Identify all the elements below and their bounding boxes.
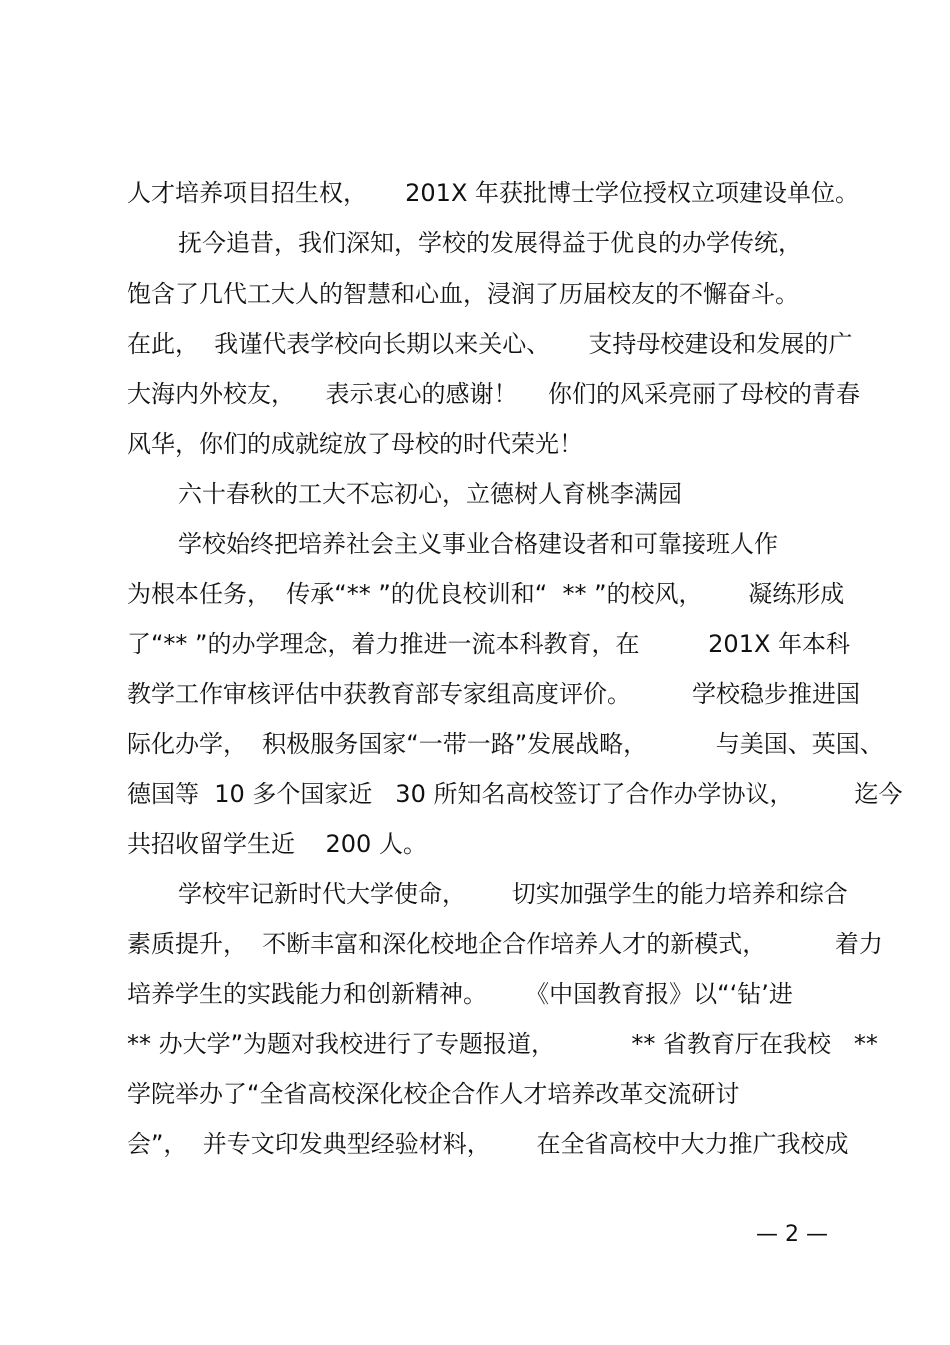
- text-line-17: 培养学生的实践能力和创新精神。 《中国教育报》以“‘钻’进: [127, 980, 793, 1008]
- text-line-4: 在此， 我谨代表学校向长期以来关心、 支持母校建设和发展的广: [127, 330, 853, 358]
- text-line-2: 抚今追昔，我们深知，学校的发展得益于优良的办学传统，: [178, 229, 802, 257]
- text-line-3: 饱含了几代工大人的智慧和心血，浸润了历届校友的不懈奋斗。: [127, 280, 799, 308]
- text-line-16: 素质提升， 不断丰富和深化校地企合作培养人才的新模式， 着力: [127, 930, 883, 958]
- text-line-11: 教学工作审核评估中获教育部专家组高度评价。 学校稳步推进国: [127, 680, 861, 708]
- text-line-18: ** 办大学”为题对我校进行了专题报道， ** 省教育厅在我校 **: [127, 1030, 878, 1058]
- text-line-1: 人才培养项目招生权， 201X 年获批博士学位授权立项建设单位。: [127, 179, 860, 207]
- text-line-12: 际化办学， 积极服务国家“一带一路”发展战略， 与美国、英国、: [127, 730, 884, 758]
- text-line-6: 风华，你们的成就绽放了母校的时代荣光！: [127, 430, 583, 458]
- text-line-20: 会”， 并专文印发典型经验材料， 在全省高校中大力推广我校成: [127, 1130, 849, 1158]
- text-line-5: 大海内外校友， 表示衷心的感谢！ 你们的风采亮丽了母校的青春: [127, 380, 861, 408]
- section-heading: 六十春秋的工大不忘初心，立德树人育桃李满园: [178, 480, 682, 508]
- text-line-19: 学院举办了“全省高校深化校企合作人才培养改革交流研讨: [127, 1080, 740, 1108]
- text-line-9: 为根本任务， 传承“** ”的优良校训和“ ** ”的校风， 凝练形成: [127, 580, 845, 608]
- text-line-15: 学校牢记新时代大学使命， 切实加强学生的能力培养和综合: [178, 880, 848, 908]
- text-line-8: 学校始终把培养社会主义事业合格建设者和可靠接班人作: [178, 530, 778, 558]
- text-line-13: 德国等 10 多个国家近 30 所知名高校签订了合作办学协议， 迄今: [127, 780, 903, 808]
- page-number: — 2 —: [756, 1222, 828, 1247]
- text-line-10: 了“** ”的办学理念，着力推进一流本科教育，在 201X 年本科: [127, 630, 851, 658]
- text-line-14: 共招收留学生近 200 人。: [127, 830, 427, 858]
